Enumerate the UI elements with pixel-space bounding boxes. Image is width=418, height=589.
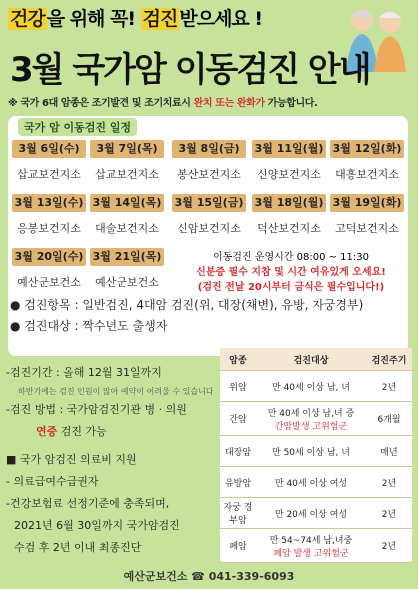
- header-cycle: 검진주기: [371, 355, 407, 366]
- schedule-date: 3월 21일(목): [90, 248, 164, 266]
- header-target: 검진대상: [293, 355, 329, 366]
- intro-note: [8, 94, 317, 109]
- target-cell: [256, 402, 366, 435]
- note-a: ※ 국가 6대 암종은 조기발견 및 조기치료시: [8, 98, 194, 109]
- table-body: [220, 371, 412, 563]
- tagline-text-a: 을 위해 꼭!: [46, 8, 141, 30]
- table-row: [220, 498, 412, 529]
- schedule-place: 응봉보건지소: [17, 222, 81, 235]
- schedule-date: 3월 13일(수): [12, 194, 86, 212]
- target-risk: 폐암 발생 고위험군: [273, 548, 349, 559]
- schedule-place: 신양보건지소: [257, 168, 321, 181]
- target-risk: 간암발생 고위험군: [274, 421, 348, 432]
- target-cell: [256, 467, 366, 497]
- tagline-checkup: 검진: [142, 8, 178, 30]
- info-column: [6, 364, 216, 561]
- cycle: 2년: [381, 478, 397, 489]
- table-row: [220, 402, 412, 436]
- cycle: 매년: [380, 447, 398, 458]
- header-type: 암종: [229, 355, 247, 366]
- tagline: [8, 4, 262, 31]
- schedule-date: 3월 11일(월): [252, 140, 326, 158]
- checkup-items: [10, 296, 363, 338]
- schedule-date: 3월 15일(금): [172, 194, 246, 212]
- hours-note1: 신분증 필수 지참 및 시간 여유있게 오세요!: [196, 267, 386, 278]
- cancer-type: 폐암: [229, 542, 247, 552]
- schedule-date: 3월 18일(월): [252, 194, 326, 212]
- period-note: 하반기에는 검진 인원이 많아 예약이 어려울 수 있습니다: [18, 387, 214, 396]
- table-row: [220, 371, 412, 402]
- target-cell: [256, 498, 366, 528]
- method-line2: [36, 423, 216, 439]
- method-red: 연중: [36, 425, 58, 438]
- cycle: 2년: [381, 382, 397, 393]
- cancer-type: 간암: [229, 415, 247, 425]
- cycle: 6개월: [377, 415, 401, 425]
- support-title: ■ 국가 암검진 의료비 지원: [6, 453, 137, 466]
- target-text: 만 40세 이상 남, 녀: [272, 382, 350, 393]
- note-b: 가능합니다.: [264, 98, 318, 109]
- support-line1: - 의료급여수급권자: [6, 475, 99, 488]
- schedule-place: 예산군보건소: [95, 276, 159, 289]
- target-text: 만 20세 이상 여성: [274, 509, 348, 520]
- target-cell: [256, 529, 366, 562]
- method-b: 검진 가능: [57, 425, 107, 438]
- schedule-place: 봉산보건지소: [177, 168, 241, 181]
- schedule-title: 국가 암 이동검진 일정: [18, 118, 137, 136]
- schedule-place: 덕산보건지소: [257, 222, 321, 235]
- hours-note2: (검진 전날 20시부터 금식은 필수입니다!): [197, 282, 385, 293]
- target-cell: [256, 436, 366, 466]
- schedule-place: 대흥보건지소: [335, 168, 399, 181]
- note-red: 완치 또는 완화가: [193, 98, 265, 109]
- cancer-type: 유방암: [224, 478, 252, 489]
- tagline-health: 건강: [10, 8, 45, 30]
- schedule-place: 삽교보건지소: [17, 168, 81, 181]
- support-line4: 수검 후 2년 이내 최종진단: [14, 541, 142, 554]
- table-row: [220, 529, 412, 563]
- schedule-place: 신암보건지소: [177, 222, 241, 235]
- target-text: 만 40세 이상 여성: [274, 478, 348, 489]
- schedule-place: 예산군보건소: [17, 276, 81, 289]
- cancer-type: 위암: [229, 382, 247, 393]
- schedule-date: 3월 8일(금): [172, 140, 246, 158]
- schedule-date: 3월 19일(화): [330, 194, 404, 212]
- schedule-date: 3월 12일(화): [330, 140, 404, 158]
- cycle: 2년: [381, 542, 397, 552]
- footer-contact: 예산군보건소 ☎ 041-339-6093: [123, 570, 295, 583]
- support-line3: 2021년 6월 30일까지 국가암검진: [14, 519, 180, 532]
- schedule-date: 3월 20일(수): [12, 248, 86, 266]
- item-line2: ● 검진대상 : 짝수년도 출생자: [10, 319, 168, 333]
- method-line: -검진 방법 : 국가암검진기관 병 · 의원: [6, 403, 187, 416]
- hours-box: [178, 248, 404, 293]
- target-text: 만 54~74세 남,녀중: [269, 535, 353, 546]
- item-line1: ● 검진항목 : 일반검진, 4대암 검진(위, 대장(채변), 유방, 자궁경부): [10, 298, 364, 312]
- table-header: [220, 348, 412, 371]
- schedule-date: 3월 14일(목): [90, 194, 164, 212]
- table-row: [220, 467, 412, 498]
- cancer-table: [220, 348, 412, 563]
- schedule-place: 대술보건지소: [95, 222, 159, 235]
- cancer-type: 대장암: [224, 447, 252, 458]
- page-title: 3월 국가암 이동검진 안내: [10, 50, 370, 90]
- cancer-type: 자궁 경부암: [223, 503, 253, 526]
- schedule-date: 3월 6일(수): [12, 140, 86, 158]
- target-text: 만 40세 이상 남,녀 중: [267, 408, 355, 419]
- cycle: 2년: [381, 509, 397, 520]
- support-line2: -건강보험료 선정기준에 충족되며,: [6, 497, 170, 510]
- target-text: 만 50세 이상 남, 녀: [272, 447, 350, 458]
- schedule-place: 삽교보건지소: [95, 168, 159, 181]
- tagline-text-b: 받으세요 !: [179, 8, 263, 30]
- period-line: -검진기간 : 올해 12월 31일까지: [6, 366, 162, 379]
- schedule-place: 고덕보건지소: [335, 222, 399, 235]
- schedule-date: 3월 7일(목): [90, 140, 164, 158]
- table-row: [220, 436, 412, 467]
- target-cell: [256, 371, 366, 401]
- hours-text: 이동검진 운영시간 08:00 ~ 11:30: [212, 252, 369, 263]
